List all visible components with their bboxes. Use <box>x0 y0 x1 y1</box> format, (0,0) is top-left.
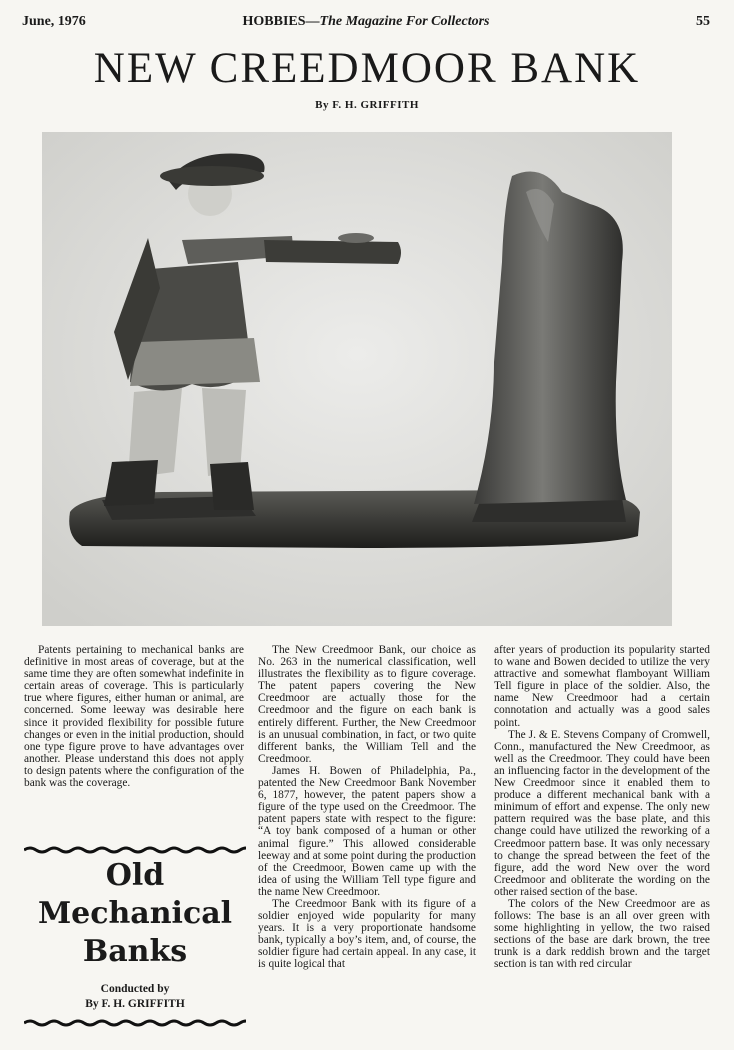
paragraph: after years of production its popularity started to wane and Bowen decided to utilize the very attractive and somewhat flamboyant William Tell figure in place of the soldier. Also, the name New Creedmoor had a certain connotation and actually was a good sales point. <box>494 644 710 729</box>
banner-line-mechanical: Mechanical <box>37 896 233 931</box>
publication-title <box>22 14 710 30</box>
article-column-2 <box>258 644 476 971</box>
article-column-3 <box>494 644 710 971</box>
paragraph: James H. Bowen of Philadelphia, Pa., patented the New Creedmoor Bank November 6, 1877, however, the patent papers show a figure of the type used on the Creedmoor. The patent papers state with respect to the figure: “A toy bank composed of a human or other animal figure.” This allowed considerable leeway and at some point during the production of the Creedmoor, Bowen came up with the idea of using the William Tell type figure and the name New Creedmoor. <box>258 764 476 898</box>
ornament-icon <box>24 846 246 854</box>
column-credit <box>24 982 246 1012</box>
bank-illustration <box>42 132 672 626</box>
ornament-icon <box>24 1019 246 1027</box>
publication-name: HOBBIES— <box>242 14 320 29</box>
article-byline: By F. H. GRIFFITH <box>315 99 419 111</box>
issue-date: June, 1976 <box>22 14 86 29</box>
page-header <box>22 14 710 34</box>
column-banner <box>24 857 246 971</box>
decorative-rule-bottom <box>24 1019 246 1027</box>
article-column-1 <box>24 644 244 789</box>
column-author: By F. H. GRIFFITH <box>85 998 185 1010</box>
bank-photograph <box>42 132 672 626</box>
paragraph: The J. & E. Stevens Company of Cromwell, Conn., manufactured the New Creedmoor, as well as the Creedmoor. They could have been an influencing factor in the development of the New Creedmoor since it enabled them to produce a different mechanical bank with a minimum of effort and expense. The only new pattern required was the base plate, and this change could have utilized the reworking of a Creedmoor pattern base. It was only necessary to change the spread between the feet of the figure, add the word New over the word Creedmoor and obliterate the wording on the other raised section of the base. <box>494 728 710 898</box>
paragraph: The colors of the New Creedmoor are as follows: The base is an all over green with some highlighting in yellow, the two raised sections of the base are dark brown, the tree trunk is a dark reddish brown and the target section is tan with red circular <box>494 897 710 971</box>
paragraph: The New Creedmoor Bank, our choice as No. 263 in the numerical classification, well illustrates the flexibility as to figure coverage. The patent papers covering the New Creedmoor are actually those for the Creedmoor and the figure on each bank is entirely different. Further, the New Creedmoor is an unusual combination, in fact, or two quite different banks, the William Tell and the Creedmoor. <box>258 644 476 765</box>
decorative-rule-top <box>24 846 246 854</box>
banner-line-old: Old <box>105 858 165 893</box>
page-number: 55 <box>696 14 710 29</box>
paragraph: The Creedmoor Bank with its figure of a soldier enjoyed wide popularity for many years. It is a very proportionate handsome bank, typically a boy’s item, and, of course, the soldier figure had certain appeal. In any case, it is quite logical that <box>258 897 476 971</box>
conducted-by-label: Conducted by <box>100 983 170 995</box>
banner-line-banks: Banks <box>82 934 188 969</box>
publication-subtitle: The Magazine For Collectors <box>319 14 490 29</box>
article-title: NEW CREEDMOOR BANK <box>93 45 641 92</box>
paragraph: Patents pertaining to mechanical banks are definitive in most areas of coverage, but at the same time they are often somewhat indefinite in certain areas of coverage. This is particularly true where figures, either human or animal, are concerned. Some leeway was desirable here since it provided flexibility for possible future changes or even in the initial production, should one type figure prove to have advantages over another. Please understand this does not apply to design patents where the configuration of the bank was the coverage. <box>24 644 244 790</box>
